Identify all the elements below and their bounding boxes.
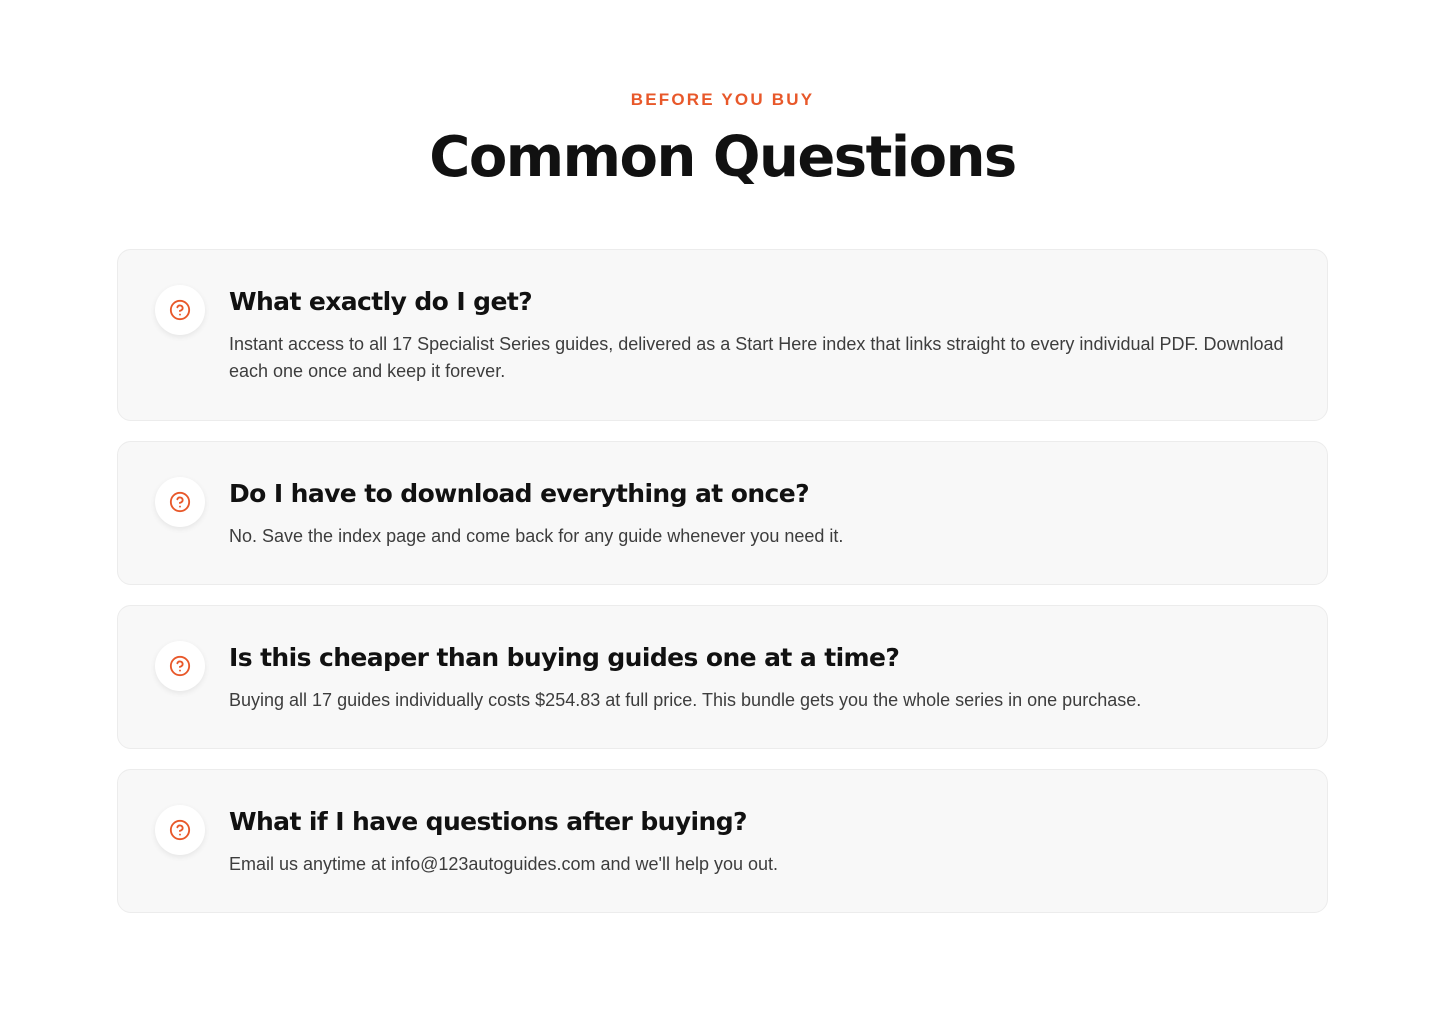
faq-item[interactable] [117,769,1328,913]
section-eyebrow: BEFORE YOU BUY [630,90,815,109]
faq-answer: No. Save the index page and come back for any guide whenever you need it. [229,526,844,546]
faq-item[interactable] [117,605,1328,749]
faq-question: What if I have questions after buying? [229,807,747,836]
question-circle-icon [155,285,205,335]
faq-answer: Email us anytime at info@123autoguides.com and we'll help you out. [229,854,779,874]
faq-item[interactable] [117,441,1328,585]
faq-question: What exactly do I get? [229,287,533,316]
faq-answer: Instant access to all 17 Specialist Series guides, delivered as a Start Here index that links straight to every individual PDF. Download each one once and keep it forever. [229,334,1284,381]
question-circle-icon [155,805,205,855]
question-circle-icon [155,641,205,691]
faq-answer: Buying all 17 guides individually costs $254.83 at full price. This bundle gets you the whole series in one purchase. [229,690,1142,710]
faq-item[interactable] [117,249,1328,421]
faq-question: Do I have to download everything at once? [229,479,809,508]
section-title: Common Questions [429,125,1016,190]
faq-question: Is this cheaper than buying guides one at a time? [229,643,900,672]
question-circle-icon [155,477,205,527]
